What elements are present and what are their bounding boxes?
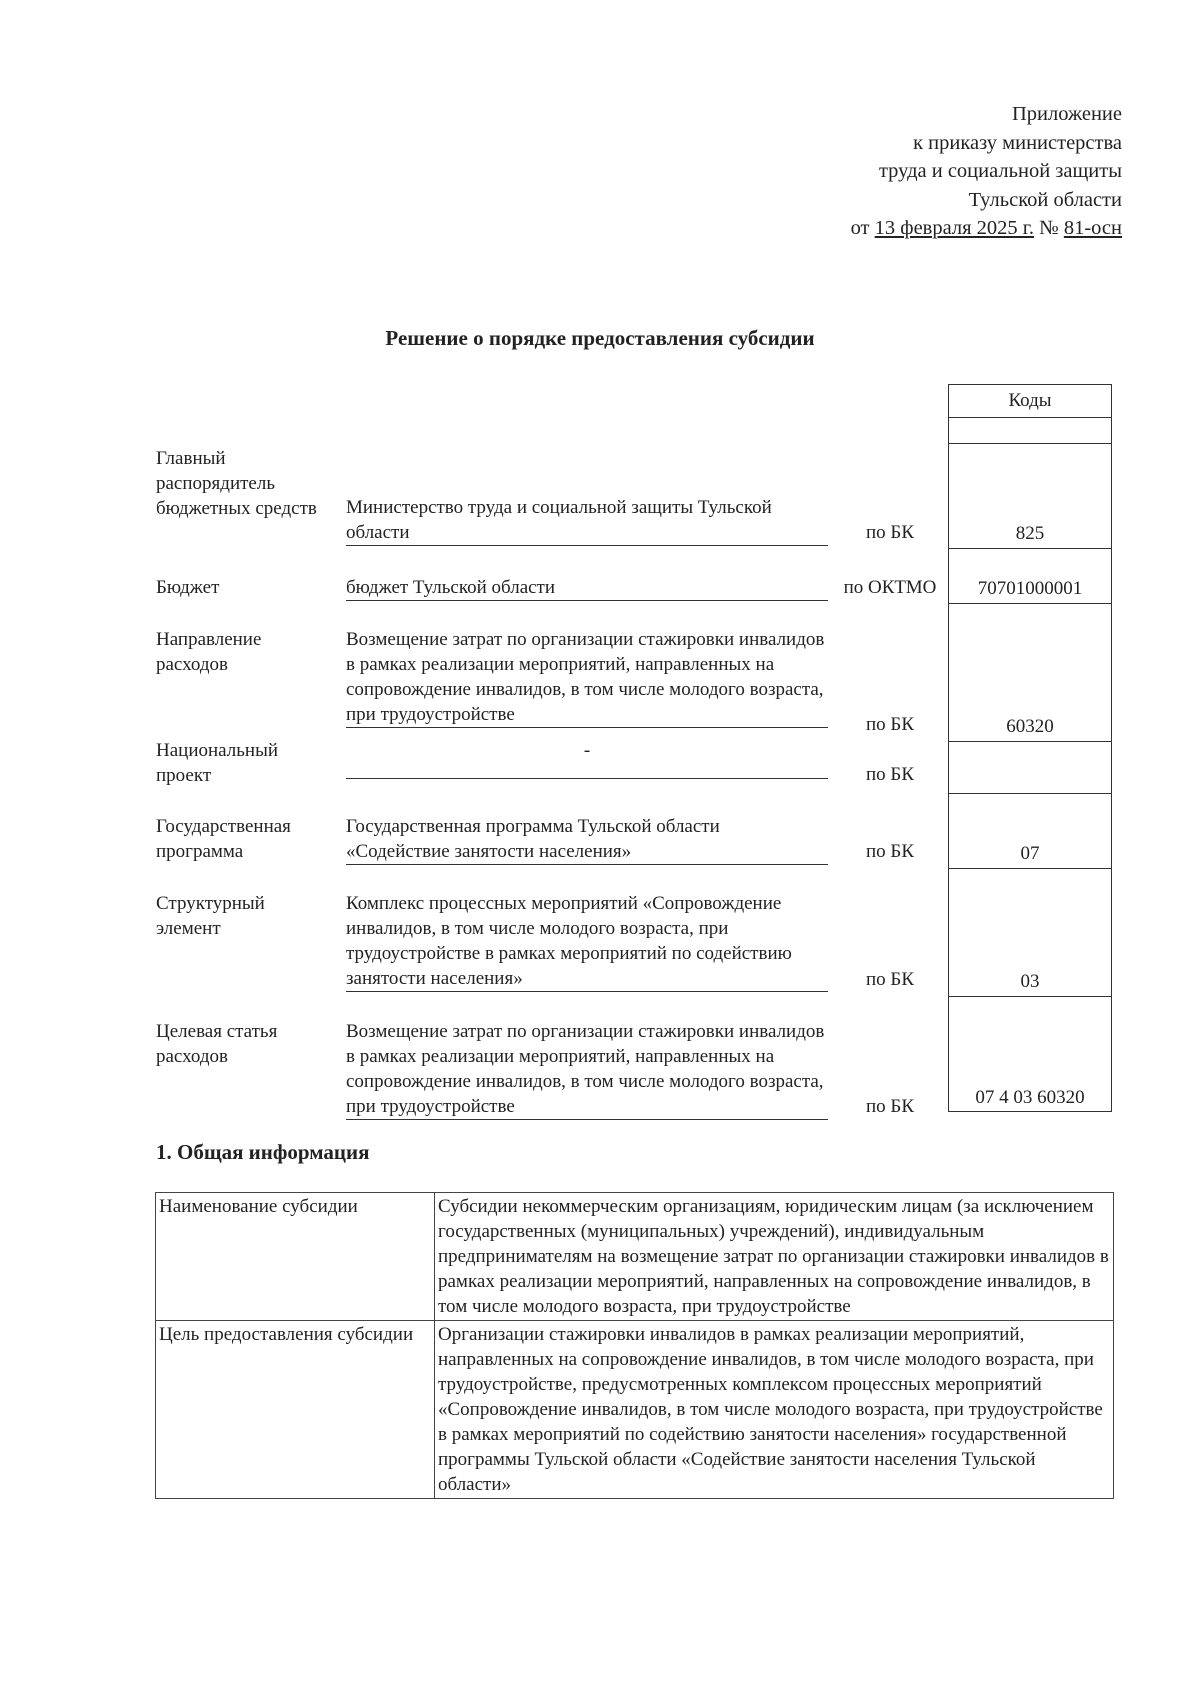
value-structural: Комплекс процессных мероприятий «Сопровождение инвалидов, в том числе молодого возраста, при трудоустройстве в рамках мероприятий по содействию занятости населения»	[346, 891, 828, 992]
codes-header: Коды	[1008, 390, 1052, 411]
value-grbs: Министерство труда и социальной защиты Тульской области	[346, 495, 828, 546]
code-structural: 03	[1020, 971, 1040, 992]
value-direction: Возмещение затрат по организации стажировки инвалидов в рамках реализации мероприятий, направленных на сопровождение инвалидов, в том числе молодого возраста, при трудоустройстве	[346, 627, 828, 728]
table-cell-value: Организации стажировки инвалидов в рамках реализации мероприятий, направленных на сопровождение инвалидов, в том числе молодого возраста, при трудоустройстве, предусмотренных комплексом процессных мероприятий «Сопровождение инвалидов, в том числе молодого возраста, при трудоустройстве в рамках мероприятий по содействию занятости населения» государственной программы Тульской области «Содействие занятости населения Тульской области»	[435, 1321, 1114, 1499]
po-structural: по БК	[865, 969, 914, 990]
label-direction: Направление расходов	[156, 629, 262, 675]
po-national: по БК	[865, 764, 914, 785]
label-budget: Бюджет	[156, 577, 220, 598]
value-national: -	[346, 738, 828, 779]
po-program: по БК	[865, 841, 914, 862]
table-cell-name: Цель предоставления субсидии	[156, 1321, 435, 1499]
date-prefix: от	[850, 217, 875, 239]
divider	[949, 417, 1111, 418]
divider	[949, 868, 1111, 869]
divider	[949, 793, 1111, 794]
value-target: Возмещение затрат по организации стажировки инвалидов в рамках реализации мероприятий, направленных на сопровождение инвалидов, в том числе молодого возраста, при трудоустройстве	[346, 1019, 828, 1120]
table-cell-name: Наименование субсидии	[156, 1193, 435, 1321]
label-structural: Структурный элемент	[156, 893, 265, 939]
divider	[949, 443, 1111, 444]
codes-column	[948, 384, 1112, 1112]
appendix-date-line	[851, 214, 1122, 243]
code-target: 07 4 03 60320	[975, 1087, 1085, 1108]
general-info-table	[155, 1192, 1114, 1499]
appendix-line: Приложение	[1011, 103, 1122, 125]
label-grbs: Главный распорядитель бюджетных средств	[156, 448, 317, 519]
order-date: 13 февраля 2025 г.	[874, 217, 1035, 239]
order-number: 81-осн	[1063, 217, 1122, 239]
code-oktmo: 70701000001	[977, 578, 1083, 599]
appendix-line: к приказу министерства	[913, 131, 1122, 154]
divider	[949, 548, 1111, 549]
label-target: Целевая статья расходов	[156, 1021, 278, 1067]
number-prefix: №	[1034, 217, 1064, 239]
appendix-line: труда и социальной защиты	[878, 160, 1122, 182]
label-national: Национальный проект	[156, 740, 279, 786]
table-row	[156, 1193, 1114, 1321]
document-title: Решение о порядке предоставления субсидии	[385, 326, 815, 350]
divider	[949, 996, 1111, 997]
label-program: Государственная программа	[156, 816, 291, 862]
appendix-line: Тульской области	[968, 188, 1122, 211]
po-oktmo: по ОКТМО	[843, 577, 937, 598]
divider	[949, 603, 1111, 604]
divider	[949, 741, 1111, 742]
table-row	[156, 1321, 1114, 1499]
code-direction: 60320	[1006, 716, 1054, 737]
po-direction: по БК	[865, 714, 914, 735]
po-target: по БК	[865, 1096, 914, 1117]
po-grbs: по БК	[865, 522, 914, 543]
section-heading: 1. Общая информация	[156, 1140, 370, 1164]
value-program: Государственная программа Тульской области «Содействие занятости населения»	[346, 814, 828, 865]
table-cell-value: Субсидии некоммерческим организациям, юридическим лицам (за исключением государственных (муниципальных) учреждений), индивидуальным предпринимателям на возмещение затрат по организации стажировки инвалидов в рамках реализации мероприятий, направленных на сопровождение инвалидов, в том числе молодого возраста, при трудоустройстве	[435, 1193, 1114, 1321]
code-program: 07	[1020, 843, 1040, 864]
code-grbs: 825	[1015, 523, 1045, 544]
value-budget: бюджет Тульской области	[346, 575, 828, 601]
appendix-block	[851, 100, 1122, 243]
